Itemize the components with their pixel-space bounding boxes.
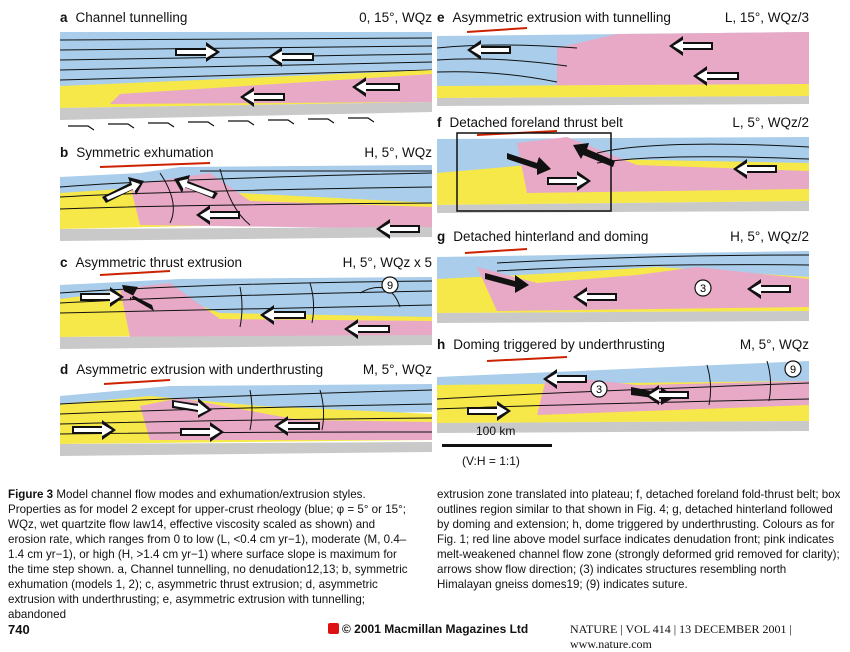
panel-params: 0, 15°, WQz <box>359 10 432 25</box>
model-section <box>60 253 432 353</box>
panel-title: c Asymmetric thrust extrusion <box>60 255 243 270</box>
denudation-front <box>487 357 567 361</box>
model-section <box>60 143 432 243</box>
panel-title: g Detached hinterland and doming <box>437 229 649 244</box>
denudation-front <box>465 249 527 253</box>
panel-c <box>60 253 432 353</box>
model-section <box>60 8 432 138</box>
model-section <box>437 335 809 435</box>
panel-a <box>60 8 432 138</box>
panel-title: b Symmetric exhumation <box>60 145 214 160</box>
panel-h <box>437 335 809 435</box>
denudation-front <box>100 163 210 167</box>
denudation-front <box>104 380 170 384</box>
svg-text:3: 3 <box>595 384 603 396</box>
panel-title: d Asymmetric extrusion with underthrusting <box>60 362 324 377</box>
svg-text:3: 3 <box>699 283 707 295</box>
panel-title: h Doming triggered by underthrusting <box>437 337 665 352</box>
panel-f <box>437 113 809 225</box>
panel-title: f Detached foreland thrust belt <box>437 115 623 130</box>
dome-marker <box>695 280 711 296</box>
publisher-logo-icon <box>328 623 339 634</box>
panel-title: e Asymmetric extrusion with tunnelling <box>437 10 671 25</box>
panel-d <box>60 360 432 460</box>
figure-label: Figure 3 <box>8 488 54 501</box>
denudation-front <box>467 28 527 32</box>
journal-citation: NATURE | VOL 414 | 13 DECEMBER 2001 | www.nature.com <box>570 622 792 651</box>
panel-params: L, 5°, WQz/2 <box>732 115 809 130</box>
panel-b <box>60 143 432 243</box>
panel-params: M, 5°, WQz <box>362 362 432 377</box>
panel-params: H, 5°, WQz x 5 <box>342 255 432 270</box>
panel-g <box>437 227 809 327</box>
svg-text:9: 9 <box>386 280 394 292</box>
panel-params: H, 5°, WQz <box>364 145 432 160</box>
model-section <box>437 113 809 225</box>
model-section <box>437 227 809 327</box>
figure-caption-left <box>8 487 408 622</box>
panel-params: H, 5°, WQz/2 <box>730 229 809 244</box>
suture-marker <box>382 277 398 293</box>
panel-params: M, 5°, WQz <box>739 337 809 352</box>
copyright-line: © 2001 Macmillan Magazines Ltd <box>328 622 528 640</box>
svg-text:9: 9 <box>789 364 797 376</box>
caption-text: Model channel flow modes and exhumation/extrusion styles. Properties as for model 2 except for upper-crust rheology (blue; φ = 5° or 15°; WQz, wet quartzite flow law14, effective viscosity scaled as shown) and erosion rate, which ranges from 0 to low (L, <0.4 cm yr−1), moderate (M, 0.4–1.4 cm yr−1), or high (H, >1.4 cm yr−1) where surface slope is maximum for the time step shown. a, Channel tunnelling, no denudation12,13; b, symmetric exhumation (models 1, 2); c, asymmetric thrust extrusion; d, asymmetric extrusion with underthrusting; e, asymmetric extrusion with tunnelling; abandoned <box>8 488 408 621</box>
panel-e <box>437 8 809 108</box>
page-number: 740 <box>8 622 30 637</box>
scale-line <box>442 444 552 447</box>
figure-caption-right: extrusion zone translated into plateau; f, detached foreland fold-thrust belt; box outlines region similar to that shown in Fig. 4; g, detached hinterland followed by doming and extension; h, dome triggered by underthrusting. Colours as for Fig. 1; red line above model surface indicates denudation front; pink indicates melt-weakened channel flow zone (strongly deformed grid removed for clarity); arrows show flow direction; (3) indicates structures resembling north Himalayan gneiss domes19; (9) indicates suture. <box>437 488 841 591</box>
panel-params: L, 15°, WQz/3 <box>724 10 809 25</box>
model-section <box>60 360 432 460</box>
model-section <box>437 8 809 108</box>
suture-marker <box>785 361 801 377</box>
scale-ratio: (V:H = 1:1) <box>462 454 520 468</box>
scale-length: 100 km <box>476 424 516 438</box>
dome-marker <box>591 381 607 397</box>
panel-title: a Channel tunnelling <box>60 10 188 25</box>
denudation-front <box>100 271 170 275</box>
scale-bar <box>442 424 552 478</box>
